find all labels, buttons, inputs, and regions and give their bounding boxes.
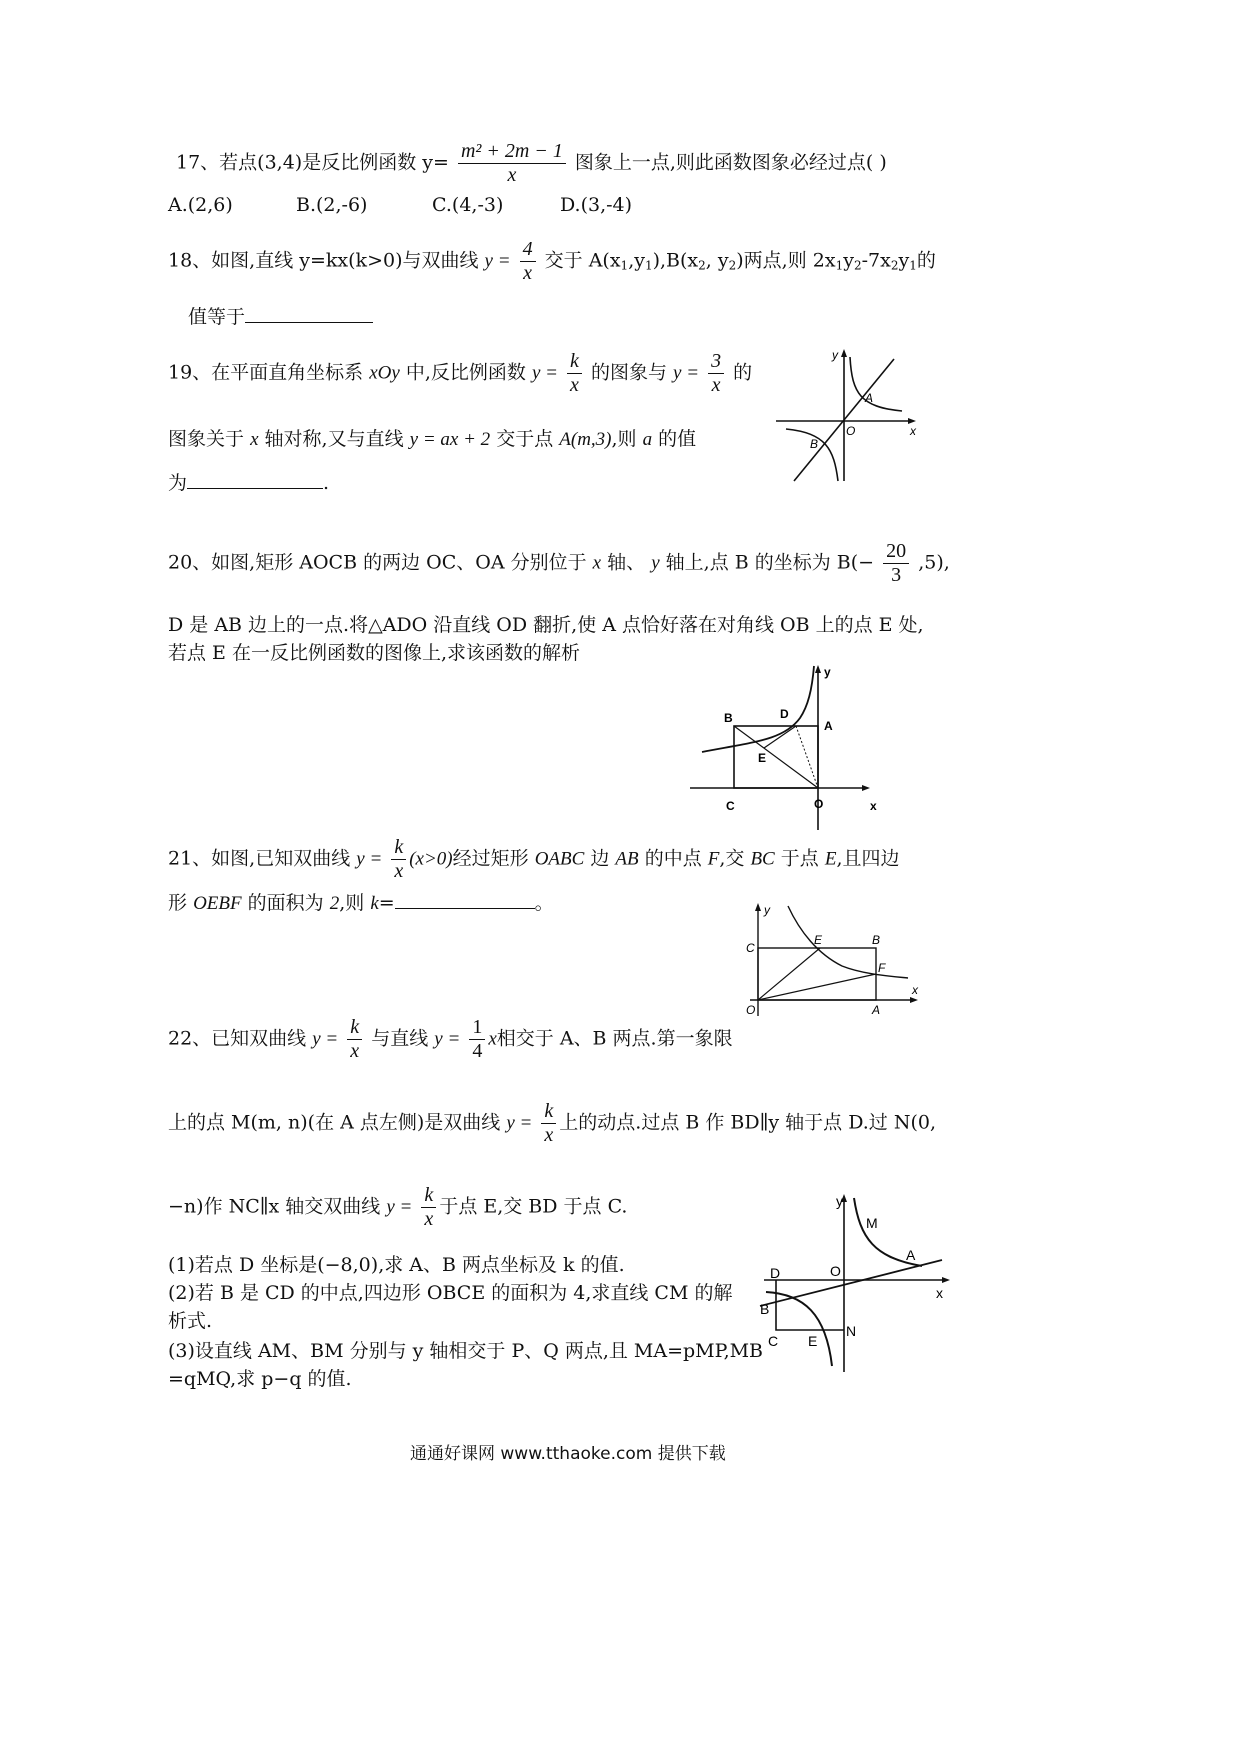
q21-label-x: x [912,983,918,997]
q17-fraction [458,140,566,187]
q20-text: D 是 AB 边上的一点.将△ADO 沿直线 OD 翻折,使 A 点恰好落在对角线 OB 上的点 E 处, [168,614,924,636]
q22-frac-den: x [424,1208,434,1230]
q22-label-n: N [846,1323,857,1339]
q22-text: −n)作 NC∥x 轴交双曲线 [168,1195,381,1218]
q18-text: -7x [861,249,891,272]
q17-frac-den: x [507,164,517,186]
q22-sub1: (1)若点 D 坐标是(−8,0),求 A、B 两点坐标及 k 的值. [168,1254,625,1276]
q18-text: )两点,则 2x [736,249,836,272]
q21-var: F [707,848,720,870]
q22-label-d: D [770,1265,781,1281]
q22-label-y: y [836,1193,843,1209]
q19-text: 的图象与 [590,361,667,384]
q21-condition: (x>0) [409,848,453,870]
q18-text: ,y [628,249,645,272]
q22-var: x [488,1028,497,1050]
q22-frac-num: 1 [469,1016,485,1040]
q19-line1 [168,350,752,397]
q21-text: 于点 [780,847,819,870]
q22-label-x: x [936,1285,943,1301]
q19-fraction-2 [708,350,724,397]
q17-option-b: B.(2,-6) [296,194,368,216]
q17-prefix: 17、若点(3,4)是反比例函数 y= [176,151,449,174]
q22-y-eq: y = [506,1112,533,1134]
q22-y-eq: y = [386,1196,413,1218]
q18-sub: 2 [890,258,899,273]
q22-label-c: C [768,1333,779,1349]
q20-label-x: x [870,799,877,813]
q18-sub: 2 [853,258,862,273]
q21-line-of [758,974,876,1000]
page-footer: 通通好课网 www.tthaoke.com 提供下载 [410,1444,726,1464]
q18-text: ),B(x [652,249,699,272]
q20-line3 [168,642,580,665]
q20-line-od [796,726,818,788]
q18-text: , y [705,249,729,272]
q20-var: y [651,552,660,574]
q22-frac-num: k [541,1100,556,1124]
q22-sub3a: (3)设直线 AM、BM 分别与 y 轴相交于 P、Q 两点,且 MA=pMP,MB [168,1340,764,1362]
q18-y-eq: y = [484,250,511,272]
q19-frac-den: x [570,374,579,396]
q22-line1 [168,1016,733,1063]
q21-text: ,则 [339,892,365,914]
q19-text: 为 [168,472,188,494]
q21-label-y: y [764,903,770,917]
q21-label-o: O [746,1003,756,1017]
q19-text: 交于点 [496,428,554,450]
q18-answer-blank[interactable] [245,321,373,323]
q20-line-de [764,726,796,748]
q19-text: . [323,472,330,494]
q19-xoy: xOy [369,362,400,384]
q20-label-c: C [726,799,735,813]
q19-text: ,则 [611,428,637,450]
q22-label-a: A [906,1247,916,1263]
q19-frac-num: 3 [708,350,724,374]
q22-fraction-2 [469,1016,485,1063]
q18-fraction [520,238,536,285]
q22-figure [756,1188,956,1374]
q19-fraction-1 [567,350,582,397]
arrow-icon [942,1277,950,1283]
q19-label-y: y [832,348,838,362]
q21-text: ,且四边 [836,847,900,870]
q21-var: AB [615,848,639,870]
q21-fraction [391,836,406,883]
q17-line [176,140,887,187]
q19-text: 中,反比例函数 [405,361,526,384]
q22-text: 于点 E,交 BD 于点 C. [439,1195,628,1218]
q22-y-eq: y = [434,1028,461,1050]
q20-label-a: A [824,719,833,733]
q22-fraction-1 [347,1016,362,1063]
q21-frac-den: x [394,860,404,882]
q19-var: a [642,429,653,450]
q19-text: 的值 [658,428,697,450]
q22-label-b: B [760,1301,770,1317]
q22-label-e: E [808,1333,818,1349]
q17-frac-num: m² + 2m − 1 [458,140,566,164]
q20-label-y: y [824,665,831,679]
q18-line2-text: 值等于 [188,306,246,328]
q17-option-d: D.(3,-4) [560,194,633,216]
q20-label-e: E [758,751,767,765]
q22-line3 [168,1184,627,1231]
q20-label-d: D [780,707,789,721]
arrow-icon [815,665,821,673]
q18-sub: 2 [728,258,737,273]
q18-text: 的 [916,249,936,272]
q20-hyperbola [702,666,814,752]
q19-frac-den: x [711,374,721,396]
q21-text: 经过矩形 [452,847,529,870]
q22-line [760,1260,942,1306]
q20-frac-den: 3 [891,564,902,586]
q22-label-m: M [866,1215,878,1231]
q21-frac-num: k [391,836,406,860]
q21-value: 2 [329,893,340,914]
q20-line1 [168,540,950,587]
q21-text: 的中点 [644,847,702,870]
q18-line1 [168,238,936,285]
q21-answer-blank[interactable] [395,907,535,909]
q20-var: x [592,552,602,574]
q21-text: = [378,892,395,914]
q21-text: 21、如图,已知双曲线 [168,847,351,870]
q22-text: 相交于 A、B 两点.第一象限 [496,1027,733,1050]
q22-text: 上的点 M(m, n)(在 A 点左侧)是双曲线 [168,1111,501,1134]
q21-text: 边 [590,847,610,870]
q21-rectangle [758,948,876,1000]
q22-sub2b: 析式. [168,1310,213,1332]
q18-text: 交于 A(x [544,249,621,272]
q20-fraction [883,540,909,587]
q21-text: ,交 [719,847,745,870]
q18-text: y [843,249,854,272]
q22-sub3b: =qMQ,求 p−q 的值. [168,1368,352,1390]
q19-line2 [168,428,696,452]
q19-answer-blank[interactable] [187,487,323,489]
q22-text: 上的动点.过点 B 作 BD∥y 轴于点 D.过 N(0, [559,1111,936,1134]
q18-sub: 1 [644,258,653,273]
q18-frac-num: 4 [520,238,536,262]
q22-frac-den: x [544,1124,554,1146]
q19-y-eq: y = [673,362,700,384]
q21-var: BC [750,848,775,870]
q22-y-eq: y = [312,1028,339,1050]
q21-label-b: B [872,933,881,947]
q21-text: 的面积为 [247,892,324,914]
q21-line-oe [758,948,820,1000]
q19-label-a: A [865,391,874,405]
arrow-icon [910,997,918,1003]
q19-text: 轴对称,又与直线 [264,428,404,450]
q18-frac-den: x [523,262,533,284]
q21-text: 。 [534,892,554,914]
q21-var: OEBF [193,893,242,914]
q20-text: 轴、 [607,551,646,574]
q19-var: x [250,429,259,450]
q21-figure [738,896,922,1020]
q22-text: 与直线 [371,1027,429,1050]
arrow-icon [755,903,761,911]
q18-sub: 1 [909,258,917,273]
q22-label-o: O [830,1263,841,1279]
q22-fraction-3 [541,1100,556,1147]
q20-text: 20、如图,矩形 AOCB 的两边 OC、OA 分别位于 [168,551,587,574]
q20-label-o: O [814,797,824,811]
q19-equation: y = ax + 2 [409,429,491,450]
q21-label-a: A [872,1003,881,1017]
q21-line1 [168,836,900,883]
q18-line2 [188,306,373,329]
q20-label-b: B [724,711,733,725]
q22-frac-num: k [347,1016,362,1040]
q22-line2 [168,1100,936,1147]
q21-y-eq: y = [356,848,383,870]
q21-label-f: F [878,961,886,975]
q17-option-a: A.(2,6) [168,194,233,216]
q19-label-b: B [810,437,819,451]
q19-text: 19、在平面直角坐标系 [168,361,364,384]
q19-frac-num: k [567,350,582,374]
q19-y-eq: y = [531,362,558,384]
q22-frac-den: x [350,1040,360,1062]
q19-label-o: O [846,424,856,438]
q20-text: 若点 E 在一反比例函数的图像上,求该函数的解析 [168,642,580,664]
q18-text: y [898,249,910,272]
q17-suffix: 图象上一点,则此函数图象必经过点( ) [574,151,887,174]
q21-label-c: C [746,941,755,955]
arrow-icon [862,785,870,791]
q18-sub: 2 [698,258,706,273]
q18-sub: 1 [620,258,629,273]
q21-hyperbola [788,906,908,978]
q21-text: 形 [168,892,188,914]
q20-text: ,5), [918,551,950,574]
q22-fraction-4 [421,1184,436,1231]
q21-var: OABC [534,848,585,870]
q22-frac-num: k [421,1184,436,1208]
q19-point: A(m,3) [559,429,612,450]
q21-line2 [168,892,554,916]
q20-text: 轴上,点 B 的坐标为 B(− [665,551,875,574]
q18-prefix: 18、如图,直线 y=kx(k>0)与双曲线 [168,249,479,272]
q19-figure [772,345,922,485]
q19-text: 图象关于 [168,428,245,450]
q19-line3 [168,472,329,495]
arrow-icon [841,349,847,357]
q22-frac-den: 4 [472,1040,483,1062]
q21-var: k [370,893,379,914]
q20-line2 [168,614,924,637]
q22-sub2a: (2)若 B 是 CD 的中点,四边形 OBCE 的面积为 4,求直线 CM 的解 [168,1282,733,1304]
q19-text: 的 [733,361,753,384]
q18-sub: 1 [835,258,844,273]
q21-var: E [824,848,837,870]
q21-label-e: E [814,933,823,947]
q19-label-x: x [910,424,916,438]
q22-text: 22、已知双曲线 [168,1027,307,1050]
q20-frac-num: 20 [883,540,909,564]
q20-figure [684,660,894,832]
q17-option-c: C.(4,-3) [432,194,504,216]
